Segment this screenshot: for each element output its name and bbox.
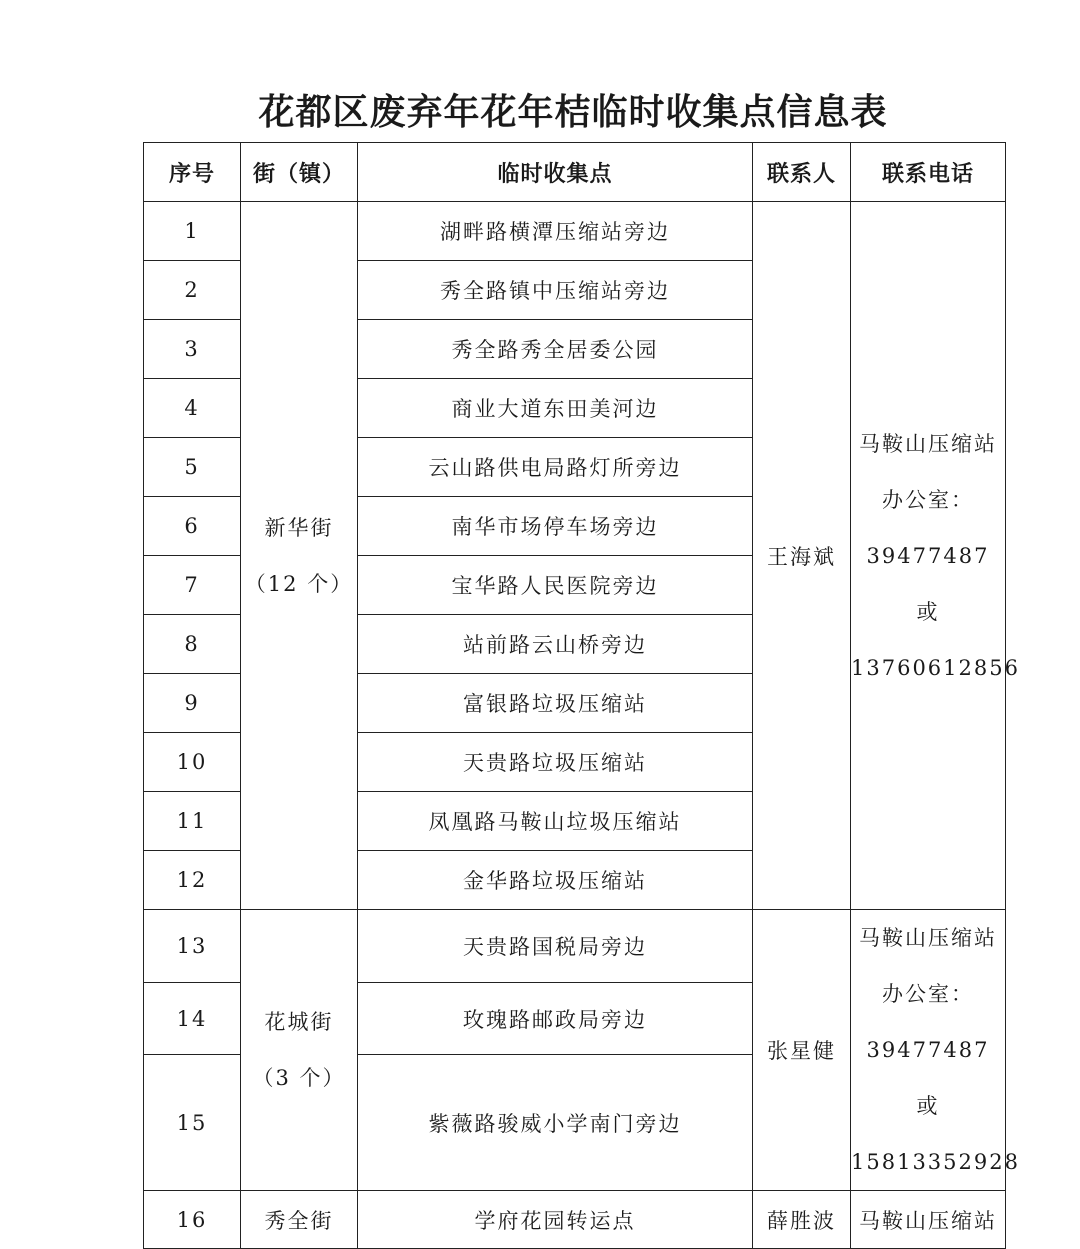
contact-cell-xiuquan: 薛胜波 bbox=[753, 1191, 851, 1249]
row-index: 9 bbox=[144, 674, 241, 733]
row-index: 3 bbox=[144, 320, 241, 379]
collection-point: 秀全路镇中压缩站旁边 bbox=[358, 261, 753, 320]
header-index: 序号 bbox=[144, 143, 241, 202]
collection-point: 玫瑰路邮政局旁边 bbox=[358, 982, 753, 1055]
street-count: （3 个） bbox=[252, 1066, 346, 1090]
collection-point: 紫薇路骏威小学南门旁边 bbox=[358, 1055, 753, 1191]
phone-line: 39477487 或 bbox=[866, 543, 990, 624]
collection-point: 站前路云山桥旁边 bbox=[358, 615, 753, 674]
collection-point: 云山路供电局路灯所旁边 bbox=[358, 438, 753, 497]
phone-line: 39477487 或 bbox=[866, 1038, 990, 1118]
contact-name: 王海斌 bbox=[767, 544, 836, 569]
row-index: 10 bbox=[144, 733, 241, 792]
street-name: 花城街 bbox=[264, 1010, 334, 1034]
phone-line: 15813352928 bbox=[851, 1150, 1020, 1174]
phone-line: 办公室： bbox=[882, 982, 974, 1006]
row-index: 12 bbox=[144, 851, 241, 910]
row-index: 14 bbox=[144, 982, 241, 1055]
page-title: 花都区废弃年花年桔临时收集点信息表 bbox=[258, 92, 888, 133]
row-index: 16 bbox=[144, 1191, 241, 1249]
street-count: （12 个） bbox=[244, 571, 354, 596]
phone-line: 马鞍山压缩站 bbox=[859, 926, 997, 950]
contact-cell-xinhua bbox=[753, 202, 851, 910]
row-index: 13 bbox=[144, 910, 241, 983]
table-row bbox=[144, 910, 1006, 983]
header-street: 街（镇） bbox=[241, 143, 358, 202]
collection-point: 商业大道东田美河边 bbox=[358, 379, 753, 438]
row-index: 7 bbox=[144, 556, 241, 615]
row-index: 8 bbox=[144, 615, 241, 674]
table-row bbox=[144, 202, 1006, 261]
row-index: 6 bbox=[144, 497, 241, 556]
table-header-row bbox=[144, 143, 1006, 202]
collection-points-table bbox=[143, 142, 1020, 1249]
collection-point: 金华路垃圾压缩站 bbox=[358, 851, 753, 910]
street-name: 新华街 bbox=[264, 515, 334, 540]
row-index: 1 bbox=[144, 202, 241, 261]
phone-line: 13760612856 bbox=[851, 655, 1020, 680]
phone-line: 办公室： bbox=[882, 487, 974, 512]
collection-point: 凤凰路马鞍山垃圾压缩站 bbox=[358, 792, 753, 851]
collection-point: 宝华路人民医院旁边 bbox=[358, 556, 753, 615]
table-row bbox=[144, 1191, 1006, 1249]
row-index: 2 bbox=[144, 261, 241, 320]
phone-cell-xiuquan: 马鞍山压缩站 bbox=[851, 1191, 1006, 1249]
phone-cell-huacheng bbox=[851, 910, 1020, 1191]
street-cell-xiuquan: 秀全街 bbox=[241, 1191, 358, 1249]
collection-point: 学府花园转运点 bbox=[358, 1191, 753, 1249]
collection-point: 天贵路垃圾压缩站 bbox=[358, 733, 753, 792]
contact-cell-huacheng bbox=[753, 910, 851, 1191]
row-index: 5 bbox=[144, 438, 241, 497]
header-contact: 联系人 bbox=[753, 143, 851, 202]
row-index: 11 bbox=[144, 792, 241, 851]
street-cell-xinhua bbox=[241, 202, 358, 910]
phone-line: 马鞍山压缩站 bbox=[859, 431, 997, 456]
contact-name: 张星健 bbox=[767, 1039, 836, 1063]
collection-point: 南华市场停车场旁边 bbox=[358, 497, 753, 556]
collection-point: 天贵路国税局旁边 bbox=[358, 910, 753, 983]
row-index: 15 bbox=[144, 1055, 241, 1191]
header-phone: 联系电话 bbox=[851, 143, 1006, 202]
header-point: 临时收集点 bbox=[358, 143, 753, 202]
street-cell-huacheng bbox=[241, 910, 358, 1191]
row-index: 4 bbox=[144, 379, 241, 438]
collection-point: 湖畔路横潭压缩站旁边 bbox=[358, 202, 753, 261]
collection-point: 富银路垃圾压缩站 bbox=[358, 674, 753, 733]
collection-point: 秀全路秀全居委公园 bbox=[358, 320, 753, 379]
phone-cell-xinhua bbox=[851, 202, 1020, 910]
